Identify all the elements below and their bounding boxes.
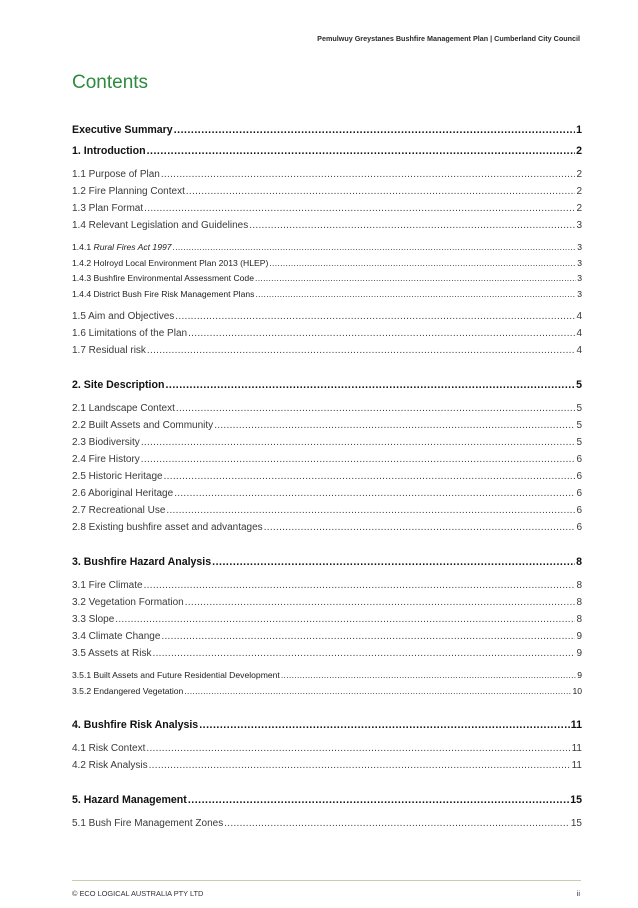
toc-entry-2-2[interactable]: 2.2 Built Assets and Community ..... 5 — [72, 417, 582, 434]
toc-entry-3-5-2[interactable]: 3.5.2 Endangered Vegetation ..... 10 — [72, 684, 582, 700]
toc-entry-2-1[interactable]: 2.1 Landscape Context ..... 5 — [72, 400, 582, 417]
toc-entry-3-1[interactable]: 3.1 Fire Climate ..... 8 — [72, 577, 582, 594]
toc-entry-1-2[interactable]: 1.2 Fire Planning Context ..... 2 — [72, 183, 582, 200]
toc-entry-2-3[interactable]: 2.3 Biodiversity ..... 5 — [72, 434, 582, 451]
toc-entry-2-5[interactable]: 2.5 Historic Heritage ..... 6 — [72, 468, 582, 485]
toc-entry-2-4[interactable]: 2.4 Fire History ..... 6 — [72, 451, 582, 468]
toc-entry-1-1[interactable]: 1.1 Purpose of Plan ..... 2 — [72, 166, 582, 183]
toc-entry-1-4-1[interactable]: 1.4.1 Rural Fires Act 1997 ..... 3 — [72, 240, 582, 256]
toc-entry-1-introduction[interactable]: 1. Introduction ..... 2 — [72, 143, 582, 160]
toc-entry-1-5[interactable]: 1.5 Aim and Objectives ..... 4 — [72, 308, 582, 325]
footer-divider — [72, 880, 581, 881]
toc-entry-4-2[interactable]: 4.2 Risk Analysis ..... 11 — [72, 757, 582, 774]
toc-entry-3-3[interactable]: 3.3 Slope ..... 8 — [72, 611, 582, 628]
toc-entry-4-bushfire-risk-analysis[interactable]: 4. Bushfire Risk Analysis ..... 11 — [72, 717, 582, 734]
toc-entry-5-hazard-management[interactable]: 5. Hazard Management ..... 15 — [72, 792, 582, 809]
table-of-contents — [72, 118, 582, 832]
toc-entry-executive-summary[interactable]: Executive Summary ..... 1 — [72, 122, 582, 139]
toc-entry-2-8[interactable]: 2.8 Existing bushfire asset and advantages ..... 6 — [72, 519, 582, 536]
toc-entry-4-1[interactable]: 4.1 Risk Context ..... 11 — [72, 740, 582, 757]
running-header: Pemulwuy Greystanes Bushfire Management Plan | Cumberland City Council — [317, 34, 580, 43]
toc-entry-3-5-1[interactable]: 3.5.1 Built Assets and Future Residential Development ..... 9 — [72, 668, 582, 684]
toc-entry-1-6[interactable]: 1.6 Limitations of the Plan ..... 4 — [72, 325, 582, 342]
toc-entry-1-7[interactable]: 1.7 Residual risk ..... 4 — [72, 342, 582, 359]
toc-entry-1-4-3[interactable]: 1.4.3 Bushfire Environmental Assessment Code ..... 3 — [72, 271, 582, 287]
toc-entry-3-2[interactable]: 3.2 Vegetation Formation ..... 8 — [72, 594, 582, 611]
toc-entry-2-6[interactable]: 2.6 Aboriginal Heritage ..... 6 — [72, 485, 582, 502]
footer-copyright: © ECO LOGICAL AUSTRALIA PTY LTD — [72, 889, 204, 898]
toc-entry-3-4[interactable]: 3.4 Climate Change ..... 9 — [72, 628, 582, 645]
page-title: Contents — [72, 72, 149, 93]
toc-entry-5-1[interactable]: 5.1 Bush Fire Management Zones ..... 15 — [72, 815, 582, 832]
toc-entry-2-7[interactable]: 2.7 Recreational Use ..... 6 — [72, 502, 582, 519]
page-number: ii — [576, 889, 580, 898]
toc-entry-1-4-2[interactable]: 1.4.2 Holroyd Local Environment Plan 2013 (HLEP) ..... 3 — [72, 256, 582, 272]
toc-entry-3-5[interactable]: 3.5 Assets at Risk ..... 9 — [72, 645, 582, 662]
toc-entry-1-4[interactable]: 1.4 Relevant Legislation and Guidelines ..... 3 — [72, 217, 582, 234]
toc-entry-1-4-4[interactable]: 1.4.4 District Bush Fire Risk Management Plans ..... 3 — [72, 287, 582, 303]
toc-entry-2-site-description[interactable]: 2. Site Description ..... 5 — [72, 377, 582, 394]
toc-entry-3-bushfire-hazard-analysis[interactable]: 3. Bushfire Hazard Analysis ..... 8 — [72, 554, 582, 571]
toc-entry-1-3[interactable]: 1.3 Plan Format ..... 2 — [72, 200, 582, 217]
